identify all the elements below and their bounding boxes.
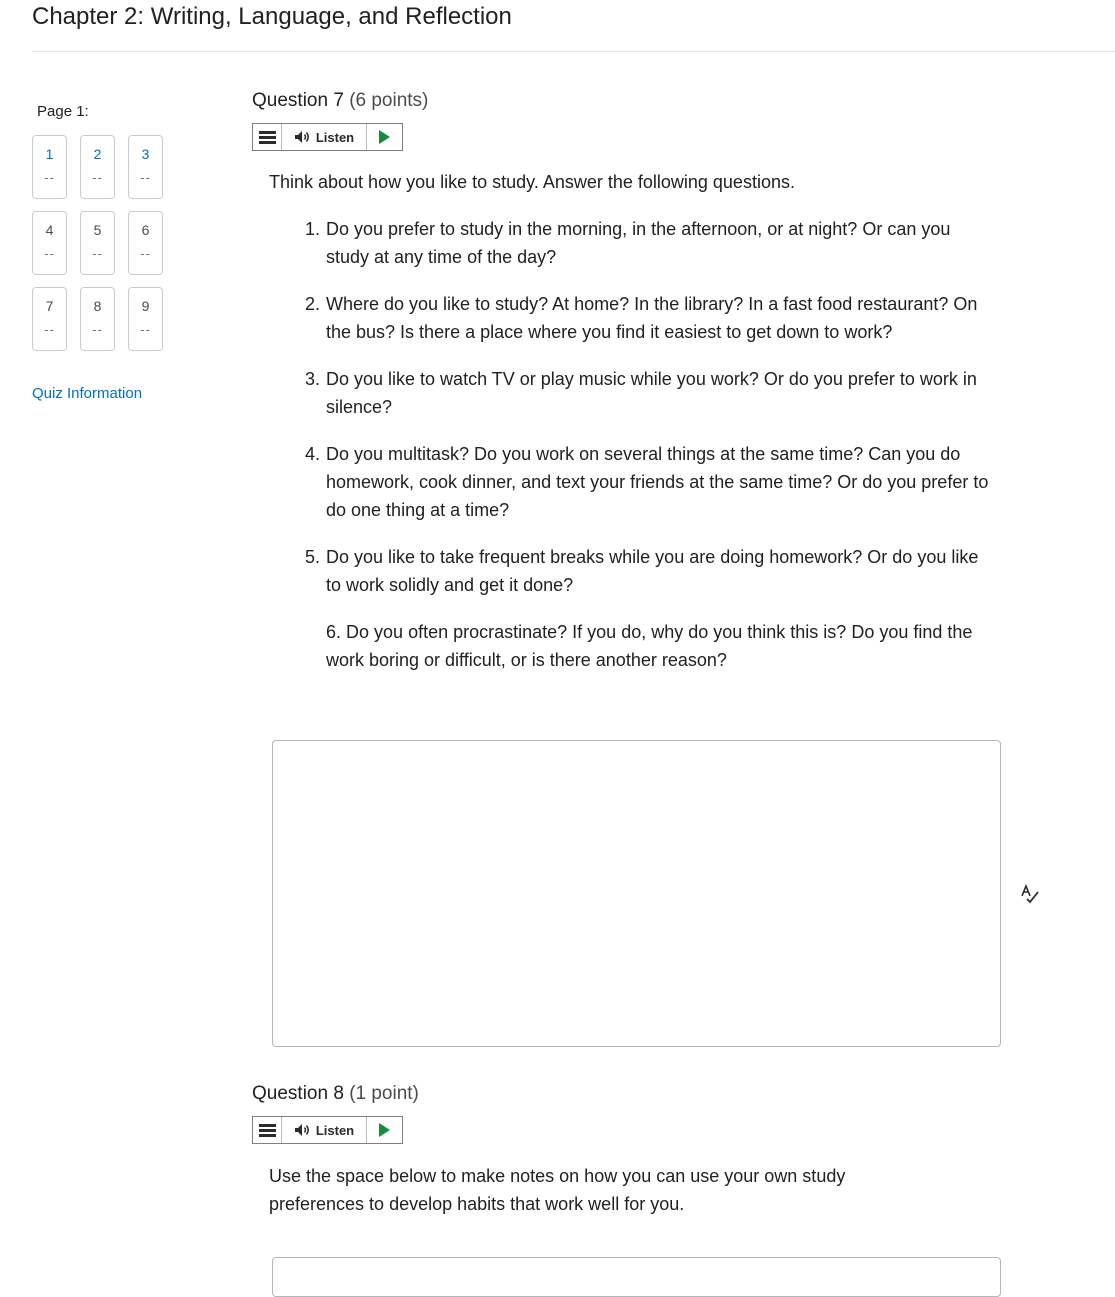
list-item-text: Do you like to watch TV or play music while you work? Or do you prefer to work in silence? — [326, 369, 977, 417]
question-nav-status: -- — [140, 322, 151, 337]
list-item-text: Do you multitask? Do you work on several things at the same time? Can you do homework, cook dinner, and text your friends at the same time? Or do you prefer to do one thing at a time? — [326, 444, 989, 520]
spellcheck-icon[interactable] — [1019, 883, 1041, 905]
question-nav-9[interactable] — [128, 287, 163, 351]
question-7-list — [269, 215, 989, 693]
play-icon — [379, 130, 390, 144]
question-7-title: Question 7 — [252, 90, 344, 111]
question-nav-5[interactable] — [80, 211, 115, 275]
question-nav-2[interactable] — [80, 135, 115, 199]
question-8-intro: Use the space below to make notes on how you can use your own study preferences to develop habits that work well for you. — [269, 1166, 846, 1214]
question-7-points: (6 points) — [349, 90, 429, 111]
list-item-number: 1. — [305, 219, 321, 239]
list-item — [269, 215, 989, 271]
question-8-header — [252, 1083, 419, 1105]
hamburger-menu-icon — [259, 131, 276, 144]
hamburger-menu-icon — [259, 1124, 276, 1137]
question-nav-status: -- — [44, 246, 55, 261]
list-item-number: 5. — [305, 547, 321, 567]
listen-button[interactable] — [281, 1117, 367, 1143]
list-item — [269, 365, 989, 421]
question-nav-status: -- — [92, 246, 103, 261]
listen-toolbar-q8 — [252, 1116, 403, 1144]
question-nav-6[interactable] — [128, 211, 163, 275]
list-item — [269, 290, 989, 346]
list-item-number: 2. — [305, 294, 321, 314]
page-label: Page 1: — [37, 103, 89, 120]
play-button[interactable] — [367, 124, 402, 150]
question-nav-status: -- — [140, 170, 151, 185]
question-nav-3[interactable] — [128, 135, 163, 199]
list-item-number: 6. — [326, 622, 342, 642]
question-7-header — [252, 90, 428, 112]
listen-button[interactable] — [281, 124, 367, 150]
list-item-text: Do you prefer to study in the morning, in the afternoon, or at night? Or can you study at any time of the day? — [326, 219, 951, 267]
list-item-text: Where do you like to study? At home? In the library? In a fast food restaurant? On the bus? Is there a place where you find it easiest to get down to work? — [326, 294, 978, 342]
play-button[interactable] — [367, 1117, 402, 1143]
question-8-answer-textarea[interactable] — [272, 1257, 1001, 1297]
question-nav-4[interactable] — [32, 211, 67, 275]
listen-label: Listen — [315, 129, 355, 145]
listen-menu-button[interactable] — [253, 124, 281, 150]
list-item-text: Do you like to take frequent breaks while you are doing homework? Or do you like to work solidly and get it done? — [326, 547, 979, 595]
speaker-icon — [294, 130, 312, 144]
question-nav-number: 4 — [45, 222, 54, 238]
list-item — [269, 543, 989, 599]
question-nav-status: -- — [44, 170, 55, 185]
question-nav-number: 6 — [141, 222, 150, 238]
question-nav-1[interactable] — [32, 135, 67, 199]
question-8-title: Question 8 — [252, 1083, 344, 1104]
list-item-number: 4. — [305, 444, 321, 464]
listen-menu-button[interactable] — [253, 1117, 281, 1143]
question-nav-status: -- — [92, 170, 103, 185]
question-nav-7[interactable] — [32, 287, 67, 351]
question-7-intro: Think about how you like to study. Answer the following questions. — [269, 172, 795, 192]
list-item-number: 3. — [305, 369, 321, 389]
speaker-icon — [294, 1123, 312, 1137]
question-nav-number: 2 — [93, 146, 102, 162]
question-nav-number: 3 — [141, 146, 150, 162]
question-nav-status: -- — [140, 246, 151, 261]
list-item — [269, 618, 989, 674]
list-item-body: Do you often procrastinate? If you do, why do you think this is? Do you find the work boring or difficult, or is there another reason? — [326, 622, 973, 670]
question-nav-status: -- — [44, 322, 55, 337]
question-nav-status: -- — [92, 322, 103, 337]
title-divider — [32, 51, 1115, 52]
question-nav-number: 8 — [93, 298, 102, 314]
quiz-information-link[interactable]: Quiz Information — [32, 385, 143, 402]
question-nav-8[interactable] — [80, 287, 115, 351]
play-icon — [379, 1123, 390, 1137]
question-nav-number: 1 — [45, 146, 54, 162]
page-title: Chapter 2: Writing, Language, and Reflection — [32, 3, 512, 30]
listen-toolbar-q7 — [252, 123, 403, 151]
list-item — [269, 440, 989, 524]
question-nav-number: 9 — [141, 298, 150, 314]
question-nav-number: 5 — [93, 222, 102, 238]
question-7-answer-textarea[interactable] — [272, 740, 1001, 1047]
question-nav-number: 7 — [45, 298, 54, 314]
list-item-text — [326, 622, 972, 670]
question-8-points: (1 point) — [349, 1083, 419, 1104]
listen-label: Listen — [315, 1122, 355, 1138]
